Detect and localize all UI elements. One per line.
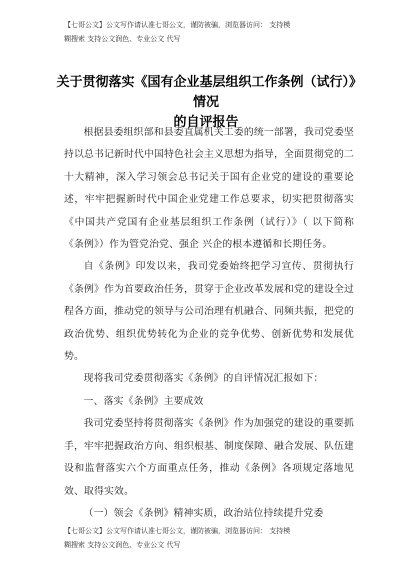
header-line-1: 【七哥公文】公文写作请认准七哥公文，谨防被骗，浏览器访问： 支持模 [64, 21, 291, 29]
document-body [64, 122, 354, 525]
header-line-2: 糊搜索 支持公文润色、专业公文 代写 [64, 35, 181, 43]
paragraph-implementation: 自《条例》印发以来，我司党委始终把学习宣传、贯彻执行《条例》作为首要政治任务，贯穿于企业改革发展和党的建设全过程各方面，推动党的领导与公司治理有机融合、同频共振，把党的政治优势、组织优势转化为企业的竞争优势、创新优势和发展优势。 [64, 261, 354, 363]
title-line-1: 关于贯彻落实《国有企业基层组织工作条例（试行）》情况 [56, 75, 356, 110]
page-footer [64, 524, 364, 552]
subsection-heading-1: （一）领会《条例》精神实质，政治站位持续提升党委 [83, 507, 324, 519]
paragraph-section-1: 我司党委坚持将贯彻落实《条例》作为加强党的建设的重要抓手，牢牢把握政治方向、组织根基、制度保障、融合发展、队伍建设和监督落实六个方面重点任务，推动《条例》各项规定落地见效、取得实效。 [64, 418, 354, 497]
footer-line-1: 【七哥公文】公文写作请认准七哥公文，谨防被骗，浏览器访问： 支持模 [64, 527, 291, 535]
page-header [64, 18, 364, 46]
paragraph-report-lead: 现将我司党委贯彻落实《条例》的自评情况汇报如下： [83, 373, 324, 385]
section-heading-1: 一、落实《条例》主要成效 [83, 395, 204, 407]
footer-line-2: 糊搜索 支持公文润色、专业公文 代写 [64, 541, 181, 549]
title-line-2: 的自评报告 [173, 115, 239, 130]
paragraph-intro: 根据县委组织部和县委直属机关工委的统一部署，我司党委坚持以总书记新时代中国特色社会主义思想为指导，全面贯彻党的二十大精神，深入学习领会总书记关于国有企业党的建设的重要论述，牢牢把握新时代中国企业党建工作总要求，切实把贯彻落实《中国共产党国有企业基层组织工作条例（试行）》（ 以下简称《条例》）作为管党治党、强企 兴企的根本遵循和长期任务。 [64, 127, 354, 251]
